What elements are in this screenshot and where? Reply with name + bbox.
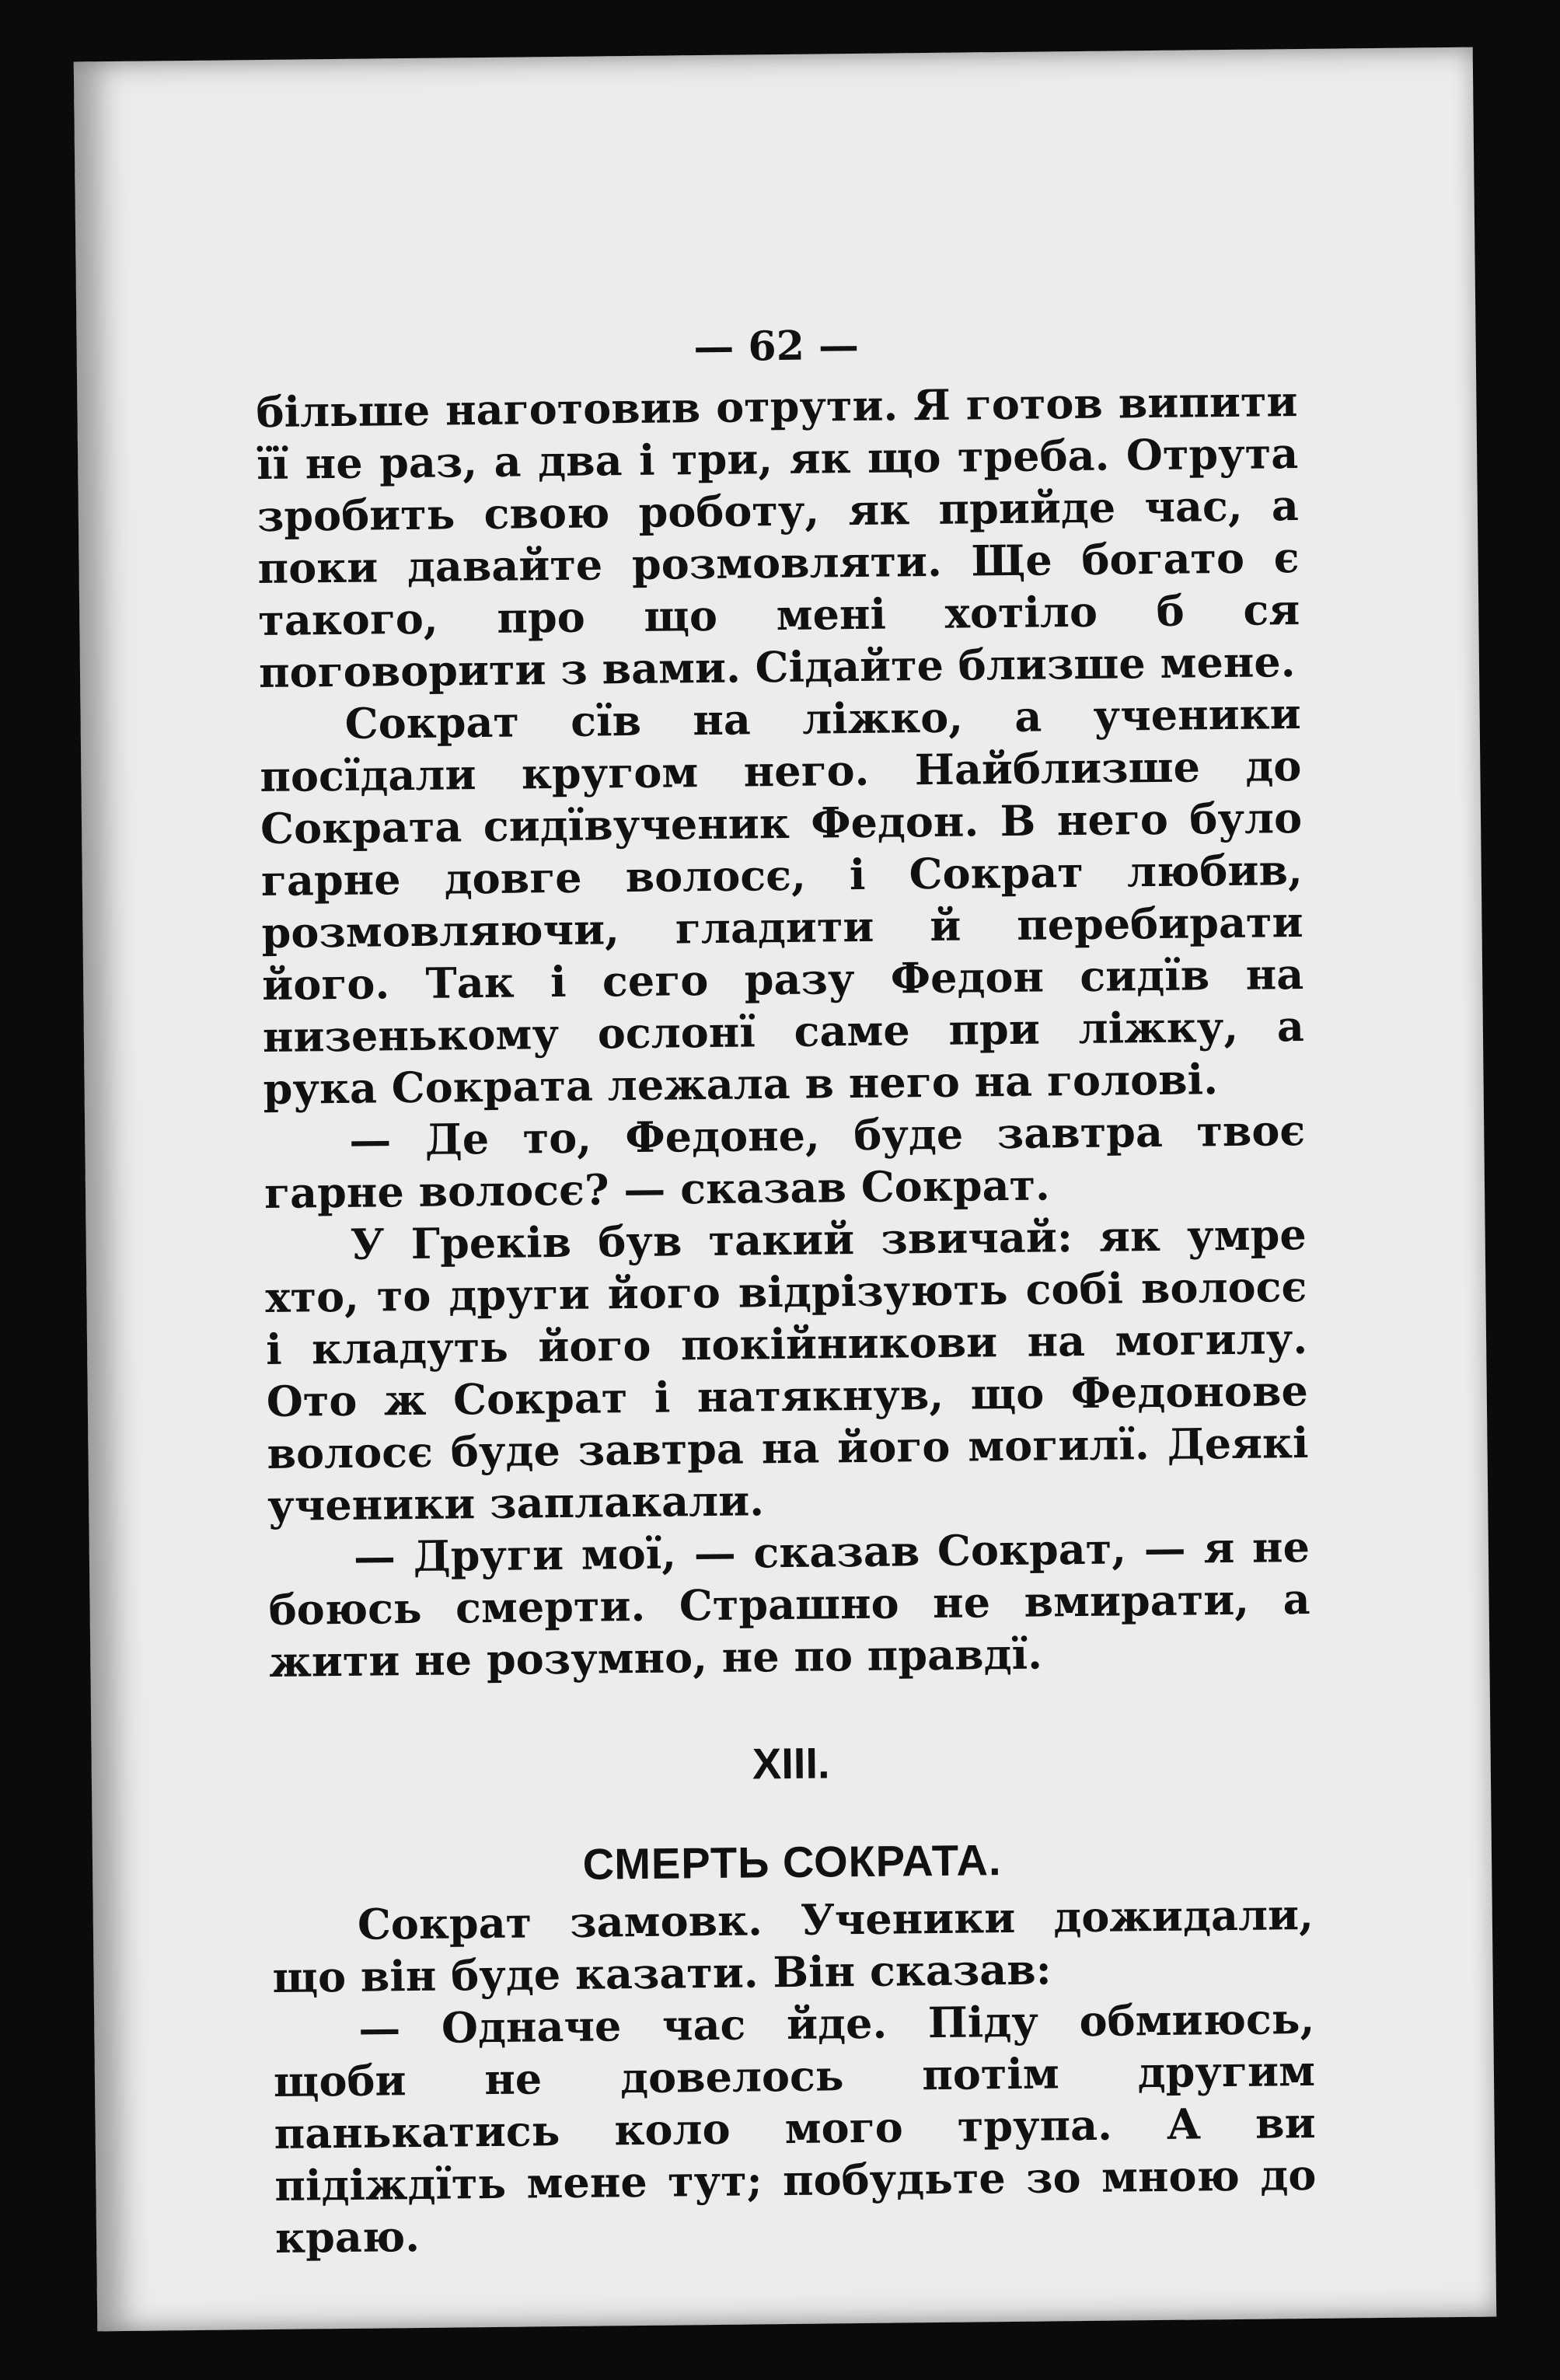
page-number: — 62 — xyxy=(693,321,860,372)
paragraph-1: більше наготовив отрути. Я готов випити її не раз, а два і три, як що треба. Отрута зробить свою роботу, як прийде час, а поки давайте розмовляти. Ще богато є такого, про що мені хотіло б ся поговорити з вами. Сідайте близше мене. xyxy=(256,376,1300,698)
paragraph-6: Сократ замовк. Ученики дожидали, що він буде казати. Він сказав: xyxy=(272,1889,1314,2002)
chapter-title: СМЕРТЬ СОКРАТА. xyxy=(582,1835,1002,1889)
paragraph-4: У Греків був такий звичай: як умре хто, то други його відрізують собі волосє і кладуть його покійникови на могилу. Ото ж Сократ і натякнув, що Федонове волосє буде завтра на його могилї. Деякі ученики заплакали. xyxy=(265,1209,1309,1530)
paragraph-3: — Де то, Федоне, буде завтра твоє гарне волосє? — сказав Сократ. xyxy=(263,1105,1306,1219)
paragraph-2: Сократ сїв на ліжко, а ученики посїдали кругом него. Найблизше до Сократа сидївученик Федон. В него було гарне довге волосє, і Сократ любив, розмовляючи, гладити й перебирати його. Так і сего разу Федон сидїв на низенькому ослонї саме при ліжку, а рука Сократа лежала в него на голові. xyxy=(260,689,1305,1115)
paragraph-5: — Други мої, — сказав Сократ, — я не боюсь смерти. Страшно не вмирати, а жити не розумно, не по правдї. xyxy=(268,1521,1310,1687)
paragraph-7: — Одначе час йде. Піду обмиюсь, щоби не довелось потім другим панькатись коло мого трупа. А ви підіждїть мене тут; побудьте зо мною до краю. xyxy=(273,1993,1317,2263)
page-text xyxy=(256,375,1317,2264)
chapter-number: XIII. xyxy=(752,1738,830,1788)
book-page xyxy=(74,47,1496,2332)
